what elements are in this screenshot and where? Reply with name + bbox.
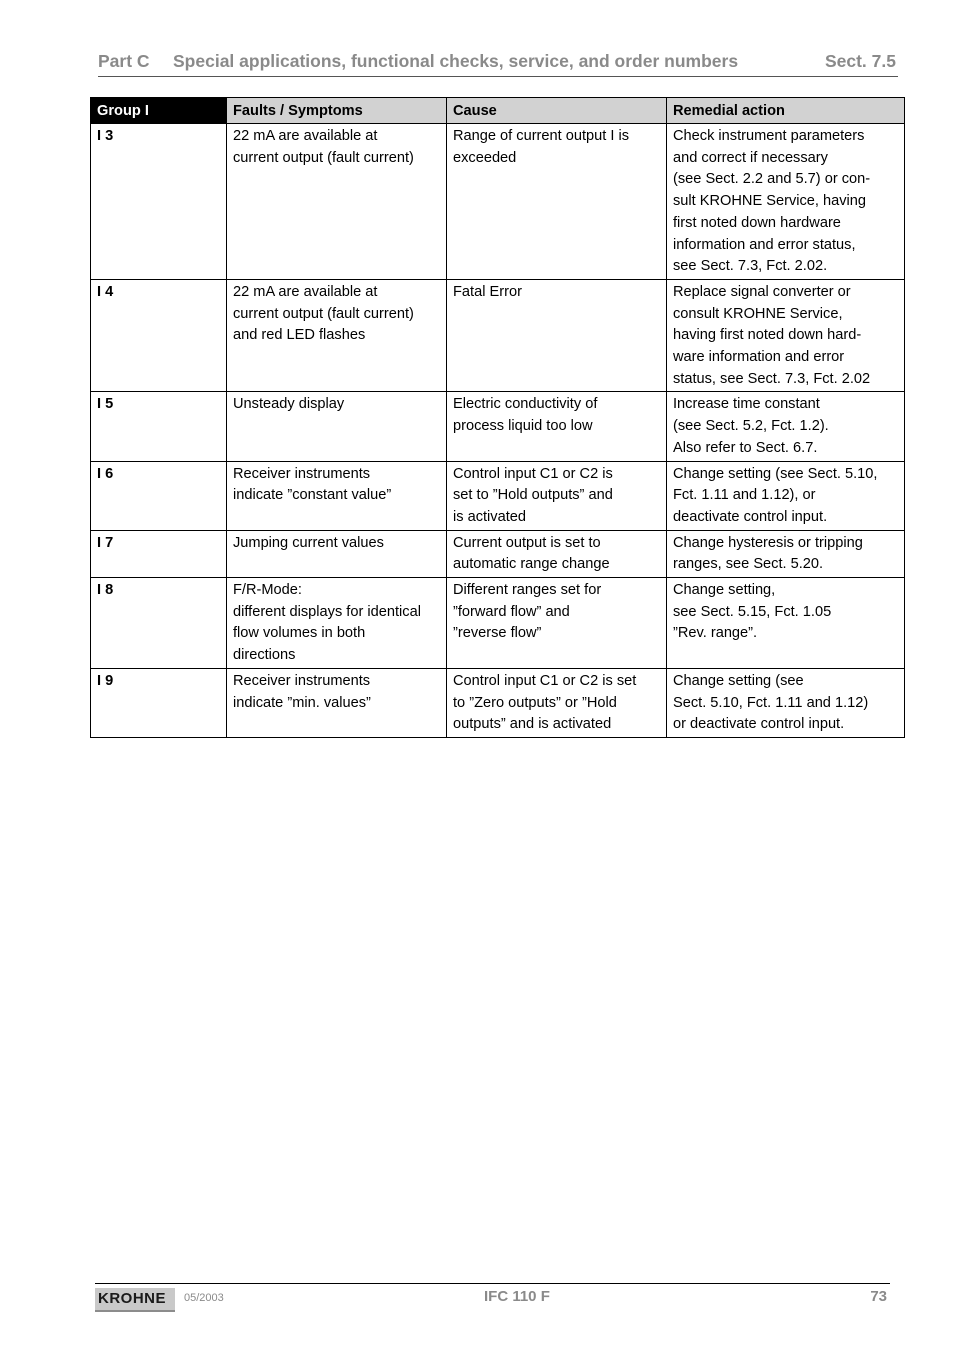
action-cell [667,279,905,392]
symptom-cell [227,279,447,392]
symptom-cell [227,124,447,280]
faults-table [90,97,905,738]
symptom-cell-line: indicate ”min. values” [233,694,371,711]
action-cell-line: ware information and error [673,349,845,366]
cause-cell-line: Electric conductivity of [453,396,598,413]
header-part: Part C [98,51,150,71]
table-row [91,461,905,530]
symptom-cell-line: directions [233,647,296,664]
cause-cell-line: set to ”Hold outputs” and [453,487,613,504]
page-number: 73 [870,1288,887,1305]
cause-cell-line: ”reverse flow” [453,625,542,642]
cause-cell-line: is activated [453,508,527,525]
action-cell-line: Increase time constant [673,396,820,413]
page-footer [95,1283,890,1314]
action-cell [667,578,905,669]
header-title: Special applications, functional checks, service, and order numbers [173,51,739,71]
cause-cell-line: Control input C1 or C2 is set [453,672,637,689]
action-cell [667,392,905,461]
action-cell-line: having first noted down hard- [673,327,862,344]
symptom-cell-line: and red LED flashes [233,327,366,344]
col-header-symptoms: Faults / Symptoms [227,98,447,124]
cause-cell-line: Current output is set to [453,534,601,551]
symptom-cell-line: Receiver instruments [233,465,371,482]
action-cell-line: Change setting, [673,582,776,599]
action-cell-line: Replace signal converter or [673,283,851,300]
action-cell-line: Sect. 5.10, Fct. 1.11 and 1.12) [673,694,869,711]
action-cell-line: first noted down hardware [673,214,841,231]
symptom-cell-line: 22 mA are available at [233,283,378,300]
fault-code: I 4 [91,279,227,392]
col-header-group: Group I [91,98,227,124]
header-section: Sect. 7.5 [824,51,896,71]
fault-code: I 6 [91,461,227,530]
cause-cell-line: to ”Zero outputs” or ”Hold [453,694,617,711]
krohne-logo [95,1288,175,1312]
table-row [91,279,905,392]
action-cell-line: consult KROHNE Service, [673,305,843,322]
action-cell-line: Change setting (see [673,672,804,689]
action-cell-line: status, see Sect. 7.3, Fct. 2.02 [673,370,871,387]
cause-cell [447,461,667,530]
action-cell [667,124,905,280]
cause-cell-line: outputs” and is activated [453,716,612,733]
action-cell-line: information and error status, [673,236,856,253]
action-cell-line: ranges, see Sect. 5.20. [673,556,824,573]
action-cell-line: (see Sect. 5.2, Fct. 1.2). [673,418,829,435]
action-cell-line: (see Sect. 2.2 and 5.7) or con- [673,171,871,188]
action-cell-line: ”Rev. range”. [673,625,758,642]
table-row [91,668,905,737]
fault-code: I 3 [91,124,227,280]
action-cell-line: or deactivate control input. [673,716,845,733]
table-row [91,124,905,280]
symptom-cell [227,461,447,530]
action-cell-line: Change hysteresis or tripping [673,534,863,551]
page-header [98,50,898,77]
fault-code: I 9 [91,668,227,737]
symptom-cell-line: Jumping current values [233,534,384,551]
symptom-cell [227,668,447,737]
symptom-cell-line: Unsteady display [233,396,345,413]
action-cell [667,530,905,577]
symptom-cell [227,578,447,669]
symptom-cell-line: current output (fault current) [233,149,414,166]
col-header-cause: Cause [447,98,667,124]
symptom-cell-line: current output (fault current) [233,305,414,322]
cause-cell-line: Control input C1 or C2 is [453,465,613,482]
table-row [91,392,905,461]
symptom-cell-line: indicate ”constant value” [233,487,392,504]
table-header-row [91,98,905,124]
symptom-cell [227,392,447,461]
cause-cell-line: Range of current output I is [453,128,630,144]
cause-cell-line: Fatal Error [453,283,522,300]
cause-cell [447,530,667,577]
action-cell-line: see Sect. 7.3, Fct. 2.02. [673,258,828,275]
cause-cell-line: exceeded [453,149,517,166]
action-cell-line: and correct if necessary [673,149,828,166]
symptom-cell-line: F/R-Mode: [233,582,302,599]
action-cell-line: Check instrument parameters [673,128,865,144]
action-cell [667,461,905,530]
action-cell-line: Also refer to Sect. 6.7. [673,439,818,456]
symptom-cell [227,530,447,577]
action-cell-line: Fct. 1.11 and 1.12), or [673,487,816,504]
footer-date: 05/2003 [184,1292,224,1304]
action-cell-line: see Sect. 5.15, Fct. 1.05 [673,603,832,620]
action-cell [667,668,905,737]
fault-code: I 8 [91,578,227,669]
cause-cell [447,578,667,669]
symptom-cell-line: 22 mA are available at [233,128,378,144]
fault-code: I 7 [91,530,227,577]
table-row [91,578,905,669]
table-row [91,530,905,577]
symptom-cell-line: different displays for identical [233,603,421,620]
fault-code: I 5 [91,392,227,461]
symptom-cell-line: Receiver instruments [233,672,371,689]
cause-cell-line: automatic range change [453,556,610,573]
cause-cell [447,668,667,737]
cause-cell [447,124,667,280]
cause-cell [447,392,667,461]
cause-cell-line: ”forward flow” and [453,603,570,620]
cause-cell [447,279,667,392]
logo-text: KROHNE [98,1290,167,1307]
action-cell-line: Change setting (see Sect. 5.10, [673,465,878,482]
cause-cell-line: process liquid too low [453,418,593,435]
action-cell-line: deactivate control input. [673,508,828,525]
footer-model: IFC 110 F [484,1288,550,1305]
symptom-cell-line: flow volumes in both [233,625,366,642]
action-cell-line: sult KROHNE Service, having [673,193,867,210]
table-body [91,124,905,738]
cause-cell-line: Different ranges set for [453,582,602,599]
col-header-action: Remedial action [667,98,905,124]
